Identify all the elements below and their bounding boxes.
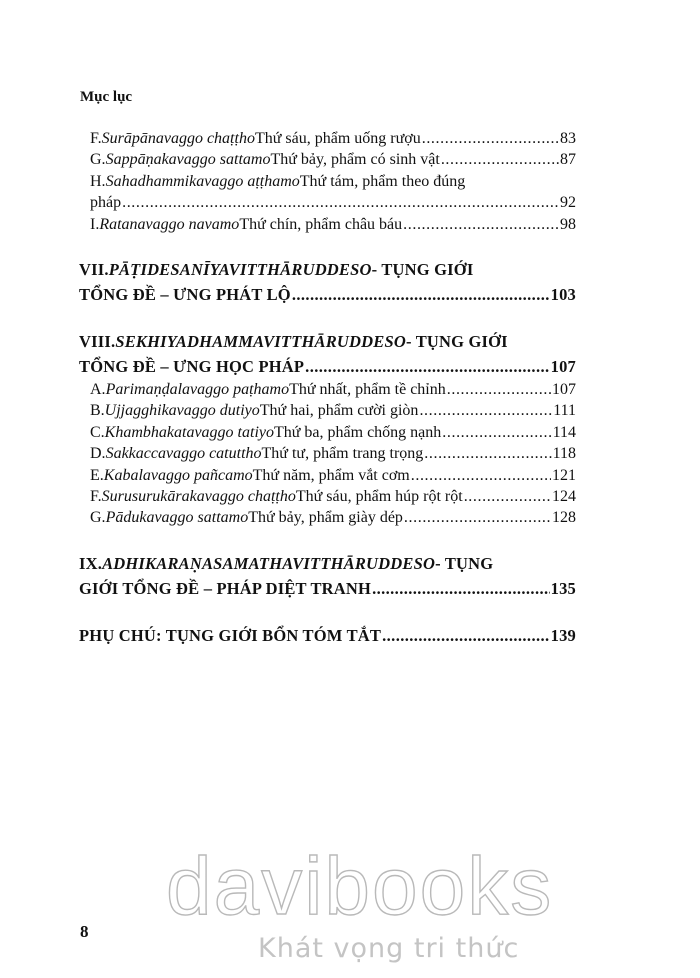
entry-pali-title: Ujjagghikavaggo dutiyo (104, 402, 260, 420)
toc-entry-h[interactable] (84, 171, 576, 192)
entry-continuation: pháp (90, 194, 122, 212)
entry-vietnamese-title: Thứ chín, phẩm châu báu (239, 215, 403, 233)
section-vietnamese-title: - TỤNG GIỚI (371, 260, 474, 280)
leader-dots (382, 623, 550, 648)
leader-dots (419, 400, 552, 421)
leader-dots (424, 443, 551, 464)
entry-vietnamese-title: Thứ bảy, phẩm có sinh vật (270, 151, 440, 169)
entry-letter: F. (90, 130, 102, 147)
section-vietnamese-title: - TỤNG GIỚI (405, 332, 508, 352)
section-pali-title: ADHIKARAṆASAMATHAVITTHĀRUDDESO (102, 553, 436, 573)
appendix-heading[interactable] (79, 623, 576, 648)
section-appendix (79, 623, 576, 648)
toc-entry-d[interactable] (84, 443, 576, 464)
section-ix (79, 551, 576, 601)
section-subtitle: TỔNG ĐỀ – ƯNG HỌC PHÁP (79, 357, 305, 377)
entry-pali-title: Pādukavaggo sattamo (105, 509, 249, 527)
page-number: 111 (553, 402, 576, 420)
entry-letter: A. (90, 381, 106, 399)
entry-vietnamese-title: Thứ năm, phẩm vắt cơm (252, 466, 410, 484)
page-number: 128 (552, 509, 576, 527)
entry-letter: B. (90, 402, 105, 420)
toc-entry-e[interactable] (84, 465, 576, 486)
leader-dots (403, 214, 559, 235)
entry-letter: F. (90, 488, 102, 506)
toc-entry-a[interactable] (84, 379, 576, 400)
section-pali-title: SEKHIYADHAMMAVITTHĀRUDDESO (115, 332, 406, 352)
entry-pali-title: Sahadhammikavaggo aṭṭhamo (105, 172, 300, 190)
section-vietnamese-title: - TỤNG (435, 553, 494, 573)
entry-pali-title: Kabalavaggo pañcamo (103, 466, 253, 484)
leader-dots (422, 128, 559, 149)
entry-pali-title: Surāpānavaggo chaṭṭho (101, 130, 255, 147)
section-heading-line-2[interactable] (79, 354, 576, 379)
page-number: 135 (550, 578, 576, 598)
leader-dots (441, 149, 559, 170)
table-of-contents (79, 128, 576, 648)
leader-dots (411, 465, 551, 486)
section-heading-line-2[interactable] (79, 576, 576, 601)
leader-dots (372, 576, 550, 601)
entry-letter: D. (90, 445, 106, 463)
entry-vietnamese-title: Thứ ba, phẩm chống nạnh (273, 423, 442, 441)
leader-dots (292, 282, 550, 307)
appendix-title: PHỤ CHÚ: TỤNG GIỚI BỔN TÓM TẮT (79, 625, 382, 645)
entry-pali-title: Khambhakatavaggo tatiyo (104, 423, 274, 441)
page-number: 83 (560, 130, 576, 147)
leader-dots (305, 354, 549, 379)
entry-letter: G. (90, 509, 106, 527)
entry-vietnamese-title: Thứ nhất, phẩm tề chỉnh (289, 381, 446, 399)
page-number: 124 (552, 488, 576, 506)
page-number: 107 (552, 381, 576, 399)
entry-letter: E. (90, 466, 104, 484)
entry-letter: G. (90, 151, 106, 169)
entry-vietnamese-title: Thứ sáu, phẩm uống rượu (254, 130, 421, 147)
entry-letter: I. (90, 215, 100, 233)
section-heading-line-2[interactable] (79, 282, 576, 307)
leader-dots (122, 192, 559, 213)
section-subtitle: GIỚI TỔNG ĐỀ – PHÁP DIỆT TRANH (79, 578, 372, 598)
entry-letter: H. (90, 172, 106, 190)
toc-entry-g-viii[interactable] (84, 507, 576, 528)
entry-vietnamese-title: Thứ tám, phẩm theo đúng (299, 172, 466, 190)
page-number: 114 (552, 423, 576, 441)
entry-vietnamese-title: Thứ bảy, phẩm giày dép (248, 509, 403, 527)
entry-pali-title: Sakkaccavaggo catuttho (105, 445, 262, 463)
section-heading-line-1[interactable] (79, 551, 576, 576)
toc-entry-i[interactable] (84, 214, 576, 235)
section-heading-line-1[interactable] (79, 257, 576, 282)
section-subtitle: TỔNG ĐỀ – ƯNG PHÁT LỘ (79, 285, 291, 305)
leader-dots (447, 379, 551, 400)
page-number: 139 (550, 625, 576, 645)
leader-dots (442, 422, 551, 443)
entry-pali-title: Surusurukārakavaggo chaṭṭho (101, 488, 296, 506)
watermark-tagline: Khát vọng tri thức (258, 933, 520, 964)
page-number: 98 (560, 215, 576, 233)
section-pali-title: PĀṬIDESANĪYAVITTHĀRUDDESO (108, 260, 372, 280)
entry-pali-title: Ratanavaggo navamo (99, 215, 240, 233)
watermark-logo: davibooks (166, 841, 554, 932)
toc-entry-h-continued[interactable] (84, 192, 576, 213)
toc-entry-f[interactable] (84, 128, 576, 149)
toc-entry-c[interactable] (84, 422, 576, 443)
page-number: 92 (560, 194, 576, 212)
section-heading-line-1[interactable] (79, 329, 576, 354)
entry-letter: C. (90, 423, 105, 441)
entry-vietnamese-title: Thứ tư, phẩm trang trọng (261, 445, 424, 463)
page-number: 87 (560, 151, 576, 169)
toc-entry-b[interactable] (84, 400, 576, 421)
section-vii (79, 257, 576, 307)
entry-pali-title: Sappāṇakavaggo sattamo (105, 151, 271, 169)
entry-pali-title: Parimaṇḍalavaggo paṭhamo (105, 381, 290, 399)
section-number: VIII. (79, 332, 116, 352)
page-number: 121 (552, 466, 576, 484)
page-number: 103 (550, 285, 576, 305)
section-number: VII. (79, 260, 109, 280)
entry-vietnamese-title: Thứ sáu, phẩm húp rột rột (295, 488, 463, 506)
folio-page-number: 8 (80, 922, 89, 941)
leader-dots (464, 486, 551, 507)
entry-vietnamese-title: Thứ hai, phẩm cười giòn (259, 402, 419, 420)
section-viii (79, 329, 576, 529)
toc-entry-g[interactable] (84, 149, 576, 170)
running-head: Mục lục (80, 89, 133, 105)
page-number: 107 (550, 357, 576, 377)
section-number: IX. (79, 553, 103, 573)
toc-entry-f-viii[interactable] (84, 486, 576, 507)
page-number: 118 (552, 445, 576, 463)
leader-dots (404, 507, 551, 528)
